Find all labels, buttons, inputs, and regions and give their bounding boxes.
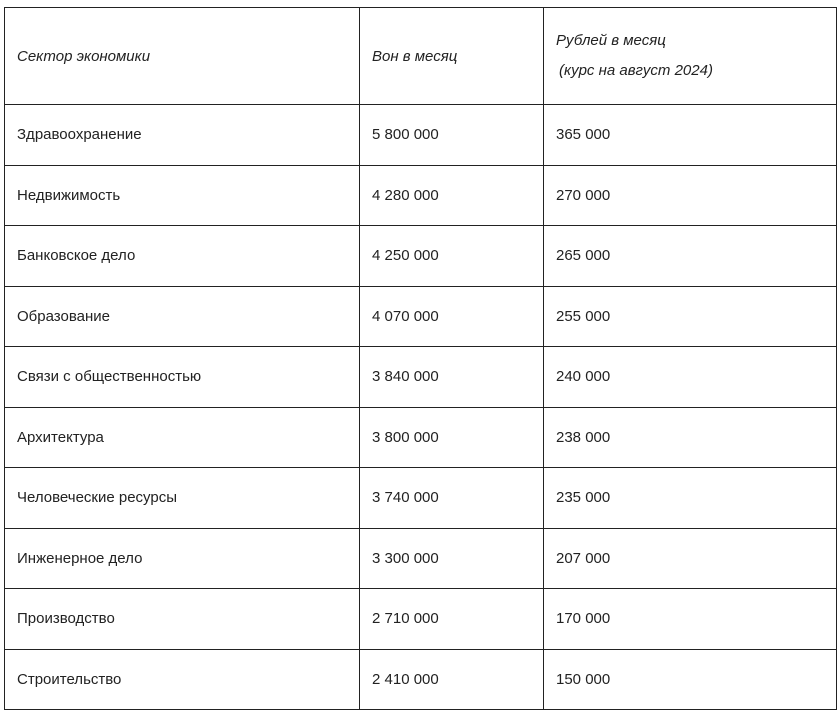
cell-rub: 240 000 [544, 347, 837, 408]
cell-won: 5 800 000 [360, 105, 544, 166]
cell-won: 2 410 000 [360, 649, 544, 710]
cell-rub: 150 000 [544, 649, 837, 710]
cell-rub: 255 000 [544, 286, 837, 347]
cell-rub: 170 000 [544, 589, 837, 650]
cell-rub: 238 000 [544, 407, 837, 468]
header-sector: Сектор экономики [5, 8, 360, 105]
header-rub-rate: (курс на август 2024) [559, 62, 713, 79]
table-row [5, 286, 837, 347]
table-row [5, 226, 837, 287]
table-row [5, 589, 837, 650]
cell-sector: Связи с общественностью [5, 347, 360, 408]
cell-won: 3 840 000 [360, 347, 544, 408]
cell-rub: 235 000 [544, 468, 837, 529]
cell-sector: Здравоохранение [5, 105, 360, 166]
table-row [5, 347, 837, 408]
cell-won: 2 710 000 [360, 589, 544, 650]
cell-rub: 270 000 [544, 165, 837, 226]
table-row [5, 165, 837, 226]
header-won: Вон в месяц [360, 8, 544, 105]
cell-rub: 265 000 [544, 226, 837, 287]
cell-won: 3 800 000 [360, 407, 544, 468]
salary-table [4, 7, 837, 710]
cell-sector: Недвижимость [5, 165, 360, 226]
cell-won: 4 070 000 [360, 286, 544, 347]
header-row [5, 8, 837, 105]
cell-won: 4 250 000 [360, 226, 544, 287]
cell-sector: Банковское дело [5, 226, 360, 287]
cell-sector: Инженерное дело [5, 528, 360, 589]
cell-rub: 365 000 [544, 105, 837, 166]
table-row [5, 649, 837, 710]
cell-sector: Производство [5, 589, 360, 650]
table-row [5, 105, 837, 166]
cell-sector: Строительство [5, 649, 360, 710]
cell-sector: Человеческие ресурсы [5, 468, 360, 529]
cell-won: 3 740 000 [360, 468, 544, 529]
cell-rub: 207 000 [544, 528, 837, 589]
cell-won: 3 300 000 [360, 528, 544, 589]
cell-sector: Образование [5, 286, 360, 347]
table-row [5, 528, 837, 589]
header-rub-title: Рублей в месяц [556, 32, 666, 49]
cell-sector: Архитектура [5, 407, 360, 468]
table-row [5, 407, 837, 468]
table-row [5, 468, 837, 529]
cell-won: 4 280 000 [360, 165, 544, 226]
header-rub [544, 8, 837, 105]
